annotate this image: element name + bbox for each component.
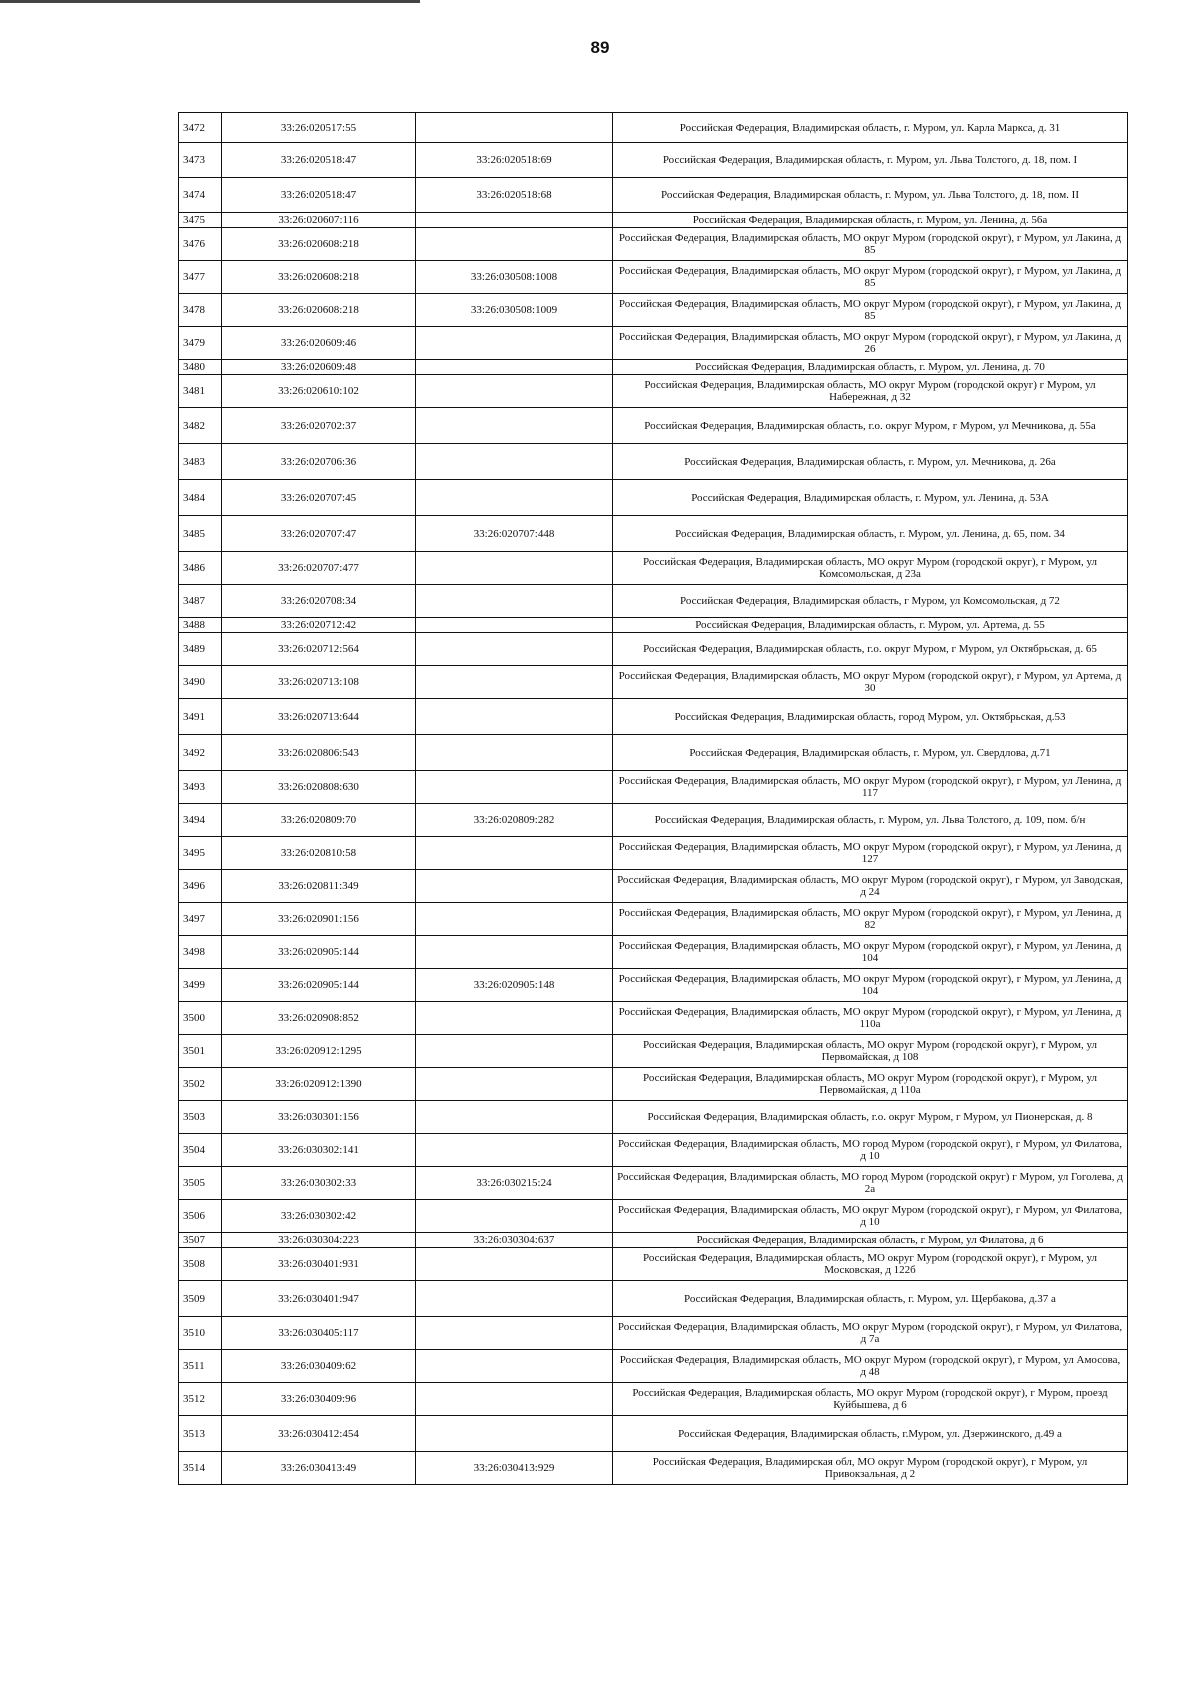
address-cell: Российская Федерация, Владимирская область, МО округ Муром (городской округ), г Муром, ул Артема, д 30 <box>613 666 1128 699</box>
cadastral-number-cell: 33:26:020808:630 <box>222 771 416 804</box>
related-cadastral-number-cell: 33:26:020518:69 <box>416 143 613 178</box>
cadastral-number-cell: 33:26:020713:644 <box>222 699 416 735</box>
related-cadastral-number-cell <box>416 837 613 870</box>
row-number-cell: 3474 <box>179 178 222 213</box>
table-row <box>179 1383 1128 1416</box>
row-number-cell: 3496 <box>179 870 222 903</box>
table-row <box>179 585 1128 618</box>
related-cadastral-number-cell <box>416 936 613 969</box>
address-cell: Российская Федерация, Владимирская область, город Муром, ул. Октябрьская, д.53 <box>613 699 1128 735</box>
address-cell: Российская Федерация, Владимирская область, г.о. округ Муром, г Муром, ул Мечникова, д. 55а <box>613 408 1128 444</box>
table-row <box>179 113 1128 143</box>
cadastral-number-cell: 33:26:020905:144 <box>222 969 416 1002</box>
address-cell: Российская Федерация, Владимирская область, г. Муром, ул. Мечникова, д. 26а <box>613 444 1128 480</box>
cadastral-number-cell: 33:26:020912:1390 <box>222 1068 416 1101</box>
address-cell: Российская Федерация, Владимирская область, г. Муром, ул. Артема, д. 55 <box>613 618 1128 633</box>
cadastral-number-cell: 33:26:030405:117 <box>222 1317 416 1350</box>
table-row <box>179 735 1128 771</box>
row-number-cell: 3489 <box>179 633 222 666</box>
related-cadastral-number-cell <box>416 1002 613 1035</box>
address-cell: Российская Федерация, Владимирская область, МО округ Муром (городской округ), г Муром, ул Лакина, д 26 <box>613 327 1128 360</box>
row-number-cell: 3476 <box>179 228 222 261</box>
table-row <box>179 213 1128 228</box>
related-cadastral-number-cell <box>416 1068 613 1101</box>
related-cadastral-number-cell <box>416 1248 613 1281</box>
address-cell: Российская Федерация, Владимирская область, г Муром, ул Комсомольская, д 72 <box>613 585 1128 618</box>
row-number-cell: 3494 <box>179 804 222 837</box>
registry-table <box>178 112 1128 1485</box>
cadastral-number-cell: 33:26:020810:58 <box>222 837 416 870</box>
cadastral-number-cell: 33:26:020707:45 <box>222 480 416 516</box>
cadastral-number-cell: 33:26:020610:102 <box>222 375 416 408</box>
row-number-cell: 3514 <box>179 1452 222 1485</box>
row-number-cell: 3483 <box>179 444 222 480</box>
address-cell: Российская Федерация, Владимирская область, МО город Муром (городской округ), г Муром, ул Филатова, д 10 <box>613 1134 1128 1167</box>
row-number-cell: 3487 <box>179 585 222 618</box>
address-cell: Российская Федерация, Владимирская область, МО округ Муром (городской округ), г Муром, ул Амосова, д 48 <box>613 1350 1128 1383</box>
related-cadastral-number-cell <box>416 327 613 360</box>
cadastral-number-cell: 33:26:030413:49 <box>222 1452 416 1485</box>
scan-edge-line <box>0 0 420 3</box>
related-cadastral-number-cell <box>416 771 613 804</box>
row-number-cell: 3511 <box>179 1350 222 1383</box>
table-row <box>179 552 1128 585</box>
row-number-cell: 3478 <box>179 294 222 327</box>
related-cadastral-number-cell <box>416 1035 613 1068</box>
table-row <box>179 1200 1128 1233</box>
related-cadastral-number-cell <box>416 666 613 699</box>
row-number-cell: 3475 <box>179 213 222 228</box>
address-cell: Российская Федерация, Владимирская область, МО округ Муром (городской округ), г Муром, ул Первомайская, д 110а <box>613 1068 1128 1101</box>
table-row <box>179 1281 1128 1317</box>
related-cadastral-number-cell <box>416 375 613 408</box>
row-number-cell: 3479 <box>179 327 222 360</box>
table-row <box>179 837 1128 870</box>
cadastral-number-cell: 33:26:020713:108 <box>222 666 416 699</box>
row-number-cell: 3497 <box>179 903 222 936</box>
related-cadastral-number-cell: 33:26:020905:148 <box>416 969 613 1002</box>
row-number-cell: 3472 <box>179 113 222 143</box>
cadastral-number-cell: 33:26:030401:931 <box>222 1248 416 1281</box>
row-number-cell: 3507 <box>179 1233 222 1248</box>
cadastral-number-cell: 33:26:020912:1295 <box>222 1035 416 1068</box>
cadastral-number-cell: 33:26:030301:156 <box>222 1101 416 1134</box>
related-cadastral-number-cell <box>416 633 613 666</box>
table-row <box>179 178 1128 213</box>
table-row <box>179 228 1128 261</box>
table-row <box>179 633 1128 666</box>
table-row <box>179 936 1128 969</box>
table-row <box>179 261 1128 294</box>
related-cadastral-number-cell: 33:26:030508:1009 <box>416 294 613 327</box>
row-number-cell: 3473 <box>179 143 222 178</box>
table-row <box>179 618 1128 633</box>
row-number-cell: 3490 <box>179 666 222 699</box>
address-cell: Российская Федерация, Владимирская область, МО округ Муром (городской округ), г Муром, ул Ленина, д 110а <box>613 1002 1128 1035</box>
related-cadastral-number-cell <box>416 618 613 633</box>
table-row <box>179 1350 1128 1383</box>
table-row <box>179 1233 1128 1248</box>
table-row <box>179 1248 1128 1281</box>
cadastral-number-cell: 33:26:020608:218 <box>222 261 416 294</box>
cadastral-number-cell: 33:26:020609:48 <box>222 360 416 375</box>
table-row <box>179 1002 1128 1035</box>
row-number-cell: 3498 <box>179 936 222 969</box>
cadastral-number-cell: 33:26:020908:852 <box>222 1002 416 1035</box>
table-row <box>179 516 1128 552</box>
table-row <box>179 666 1128 699</box>
cadastral-number-cell: 33:26:020518:47 <box>222 143 416 178</box>
cadastral-number-cell: 33:26:020811:349 <box>222 870 416 903</box>
cadastral-number-cell: 33:26:020809:70 <box>222 804 416 837</box>
row-number-cell: 3499 <box>179 969 222 1002</box>
cadastral-number-cell: 33:26:020607:116 <box>222 213 416 228</box>
table-row <box>179 327 1128 360</box>
related-cadastral-number-cell <box>416 1383 613 1416</box>
cadastral-number-cell: 33:26:020702:37 <box>222 408 416 444</box>
table-row <box>179 771 1128 804</box>
cadastral-number-cell: 33:26:030302:141 <box>222 1134 416 1167</box>
table-row <box>179 1134 1128 1167</box>
address-cell: Российская Федерация, Владимирская область, МО округ Муром (городской округ), г Муром, ул Ленина, д 117 <box>613 771 1128 804</box>
row-number-cell: 3504 <box>179 1134 222 1167</box>
related-cadastral-number-cell <box>416 408 613 444</box>
related-cadastral-number-cell <box>416 1200 613 1233</box>
address-cell: Российская Федерация, Владимирская область, МО округ Муром (городской округ), г Муром, ул Первомайская, д 108 <box>613 1035 1128 1068</box>
row-number-cell: 3501 <box>179 1035 222 1068</box>
cadastral-number-cell: 33:26:030409:62 <box>222 1350 416 1383</box>
address-cell: Российская Федерация, Владимирская область, МО округ Муром (городской округ), г Муром, ул Ленина, д 104 <box>613 969 1128 1002</box>
row-number-cell: 3485 <box>179 516 222 552</box>
table-row <box>179 375 1128 408</box>
row-number-cell: 3513 <box>179 1416 222 1452</box>
cadastral-number-cell: 33:26:020707:47 <box>222 516 416 552</box>
cadastral-number-cell: 33:26:030409:96 <box>222 1383 416 1416</box>
address-cell: Российская Федерация, Владимирская область, МО округ Муром (городской округ), г Муром, ул Ленина, д 82 <box>613 903 1128 936</box>
row-number-cell: 3480 <box>179 360 222 375</box>
row-number-cell: 3495 <box>179 837 222 870</box>
row-number-cell: 3508 <box>179 1248 222 1281</box>
cadastral-number-cell: 33:26:030401:947 <box>222 1281 416 1317</box>
row-number-cell: 3482 <box>179 408 222 444</box>
row-number-cell: 3481 <box>179 375 222 408</box>
related-cadastral-number-cell <box>416 480 613 516</box>
cadastral-number-cell: 33:26:020905:144 <box>222 936 416 969</box>
address-cell: Российская Федерация, Владимирская область, г. Муром, ул. Льва Толстого, д. 18, пом. I <box>613 143 1128 178</box>
related-cadastral-number-cell <box>416 1416 613 1452</box>
related-cadastral-number-cell <box>416 699 613 735</box>
table-row <box>179 1101 1128 1134</box>
address-cell: Российская Федерация, Владимирская область, г. Муром, ул. Льва Толстого, д. 109, пом. б/н <box>613 804 1128 837</box>
related-cadastral-number-cell: 33:26:030304:637 <box>416 1233 613 1248</box>
address-cell: Российская Федерация, Владимирская область, г. Муром, ул. Свердлова, д.71 <box>613 735 1128 771</box>
table-row <box>179 294 1128 327</box>
table-row <box>179 480 1128 516</box>
row-number-cell: 3503 <box>179 1101 222 1134</box>
related-cadastral-number-cell <box>416 552 613 585</box>
row-number-cell: 3509 <box>179 1281 222 1317</box>
table-row <box>179 1452 1128 1485</box>
cadastral-number-cell: 33:26:030302:42 <box>222 1200 416 1233</box>
row-number-cell: 3486 <box>179 552 222 585</box>
related-cadastral-number-cell <box>416 1281 613 1317</box>
related-cadastral-number-cell <box>416 360 613 375</box>
address-cell: Российская Федерация, Владимирская область, МО округ Муром (городской округ), г Муром, ул Лакина, д 85 <box>613 261 1128 294</box>
related-cadastral-number-cell: 33:26:030413:929 <box>416 1452 613 1485</box>
address-cell: Российская Федерация, Владимирская обл, МО округ Муром (городской округ), г Муром, ул Привокзальная, д 2 <box>613 1452 1128 1485</box>
related-cadastral-number-cell: 33:26:020809:282 <box>416 804 613 837</box>
table-row <box>179 143 1128 178</box>
address-cell: Российская Федерация, Владимирская область, г. Муром, ул. Щербакова, д.37 а <box>613 1281 1128 1317</box>
related-cadastral-number-cell <box>416 228 613 261</box>
row-number-cell: 3502 <box>179 1068 222 1101</box>
table-row <box>179 444 1128 480</box>
row-number-cell: 3506 <box>179 1200 222 1233</box>
address-cell: Российская Федерация, Владимирская область, МО округ Муром (городской округ), г Муром, ул Московская, д 122б <box>613 1248 1128 1281</box>
address-cell: Российская Федерация, Владимирская область, МО город Муром (городской округ) г Муром, ул Гоголева, д 2а <box>613 1167 1128 1200</box>
related-cadastral-number-cell <box>416 1317 613 1350</box>
row-number-cell: 3512 <box>179 1383 222 1416</box>
address-cell: Российская Федерация, Владимирская область, МО округ Муром (городской округ), г Муром, ул Комсомольская, д 23а <box>613 552 1128 585</box>
row-number-cell: 3493 <box>179 771 222 804</box>
cadastral-number-cell: 33:26:020518:47 <box>222 178 416 213</box>
table-row <box>179 804 1128 837</box>
address-cell: Российская Федерация, Владимирская область, г.Муром, ул. Дзержинского, д.49 а <box>613 1416 1128 1452</box>
table-row <box>179 903 1128 936</box>
related-cadastral-number-cell <box>416 585 613 618</box>
registry-table-body <box>179 113 1128 1485</box>
address-cell: Российская Федерация, Владимирская область, г. Муром, ул. Карла Маркса, д. 31 <box>613 113 1128 143</box>
related-cadastral-number-cell: 33:26:020707:448 <box>416 516 613 552</box>
table-row <box>179 1035 1128 1068</box>
cadastral-number-cell: 33:26:020712:564 <box>222 633 416 666</box>
address-cell: Российская Федерация, Владимирская область, МО округ Муром (городской округ), г Муром, ул Филатова, д 7а <box>613 1317 1128 1350</box>
address-cell: Российская Федерация, Владимирская область, МО округ Муром (городской округ), г Муром, ул Лакина, д 85 <box>613 294 1128 327</box>
table-row <box>179 360 1128 375</box>
table-row <box>179 1068 1128 1101</box>
address-cell: Российская Федерация, Владимирская область, г. Муром, ул. Ленина, д. 70 <box>613 360 1128 375</box>
related-cadastral-number-cell <box>416 870 613 903</box>
related-cadastral-number-cell <box>416 1134 613 1167</box>
address-cell: Российская Федерация, Владимирская область, МО округ Муром (городской округ), г Муром, проезд Куйбышева, д 6 <box>613 1383 1128 1416</box>
cadastral-number-cell: 33:26:020609:46 <box>222 327 416 360</box>
address-cell: Российская Федерация, Владимирская область, МО округ Муром (городской округ), г Муром, ул Ленина, д 127 <box>613 837 1128 870</box>
cadastral-number-cell: 33:26:020517:55 <box>222 113 416 143</box>
address-cell: Российская Федерация, Владимирская область, г.о. округ Муром, г Муром, ул Октябрьская, д. 65 <box>613 633 1128 666</box>
cadastral-number-cell: 33:26:020608:218 <box>222 294 416 327</box>
address-cell: Российская Федерация, Владимирская область, МО округ Муром (городской округ), г Муром, ул Лакина, д 85 <box>613 228 1128 261</box>
table-row <box>179 969 1128 1002</box>
related-cadastral-number-cell <box>416 213 613 228</box>
address-cell: Российская Федерация, Владимирская область, МО округ Муром (городской округ), г Муром, ул Филатова, д 10 <box>613 1200 1128 1233</box>
row-number-cell: 3491 <box>179 699 222 735</box>
address-cell: Российская Федерация, Владимирская область, г. Муром, ул. Ленина, д. 53А <box>613 480 1128 516</box>
address-cell: Российская Федерация, Владимирская область, г. Муром, ул. Ленина, д. 65, пом. 34 <box>613 516 1128 552</box>
table-row <box>179 1317 1128 1350</box>
related-cadastral-number-cell: 33:26:030215:24 <box>416 1167 613 1200</box>
address-cell: Российская Федерация, Владимирская область, г. Муром, ул. Ленина, д. 56а <box>613 213 1128 228</box>
row-number-cell: 3484 <box>179 480 222 516</box>
cadastral-number-cell: 33:26:030304:223 <box>222 1233 416 1248</box>
table-row <box>179 1416 1128 1452</box>
row-number-cell: 3510 <box>179 1317 222 1350</box>
cadastral-number-cell: 33:26:030412:454 <box>222 1416 416 1452</box>
row-number-cell: 3505 <box>179 1167 222 1200</box>
cadastral-number-cell: 33:26:020712:42 <box>222 618 416 633</box>
related-cadastral-number-cell: 33:26:030508:1008 <box>416 261 613 294</box>
row-number-cell: 3492 <box>179 735 222 771</box>
cadastral-number-cell: 33:26:020806:543 <box>222 735 416 771</box>
row-number-cell: 3500 <box>179 1002 222 1035</box>
table-row <box>179 699 1128 735</box>
address-cell: Российская Федерация, Владимирская область, г. Муром, ул. Льва Толстого, д. 18, пом. II <box>613 178 1128 213</box>
related-cadastral-number-cell <box>416 903 613 936</box>
address-cell: Российская Федерация, Владимирская область, г.о. округ Муром, г Муром, ул Пионерская, д. 8 <box>613 1101 1128 1134</box>
cadastral-number-cell: 33:26:020901:156 <box>222 903 416 936</box>
cadastral-number-cell: 33:26:030302:33 <box>222 1167 416 1200</box>
table-row <box>179 1167 1128 1200</box>
row-number-cell: 3488 <box>179 618 222 633</box>
page-number: 89 <box>590 38 610 57</box>
related-cadastral-number-cell <box>416 735 613 771</box>
related-cadastral-number-cell <box>416 444 613 480</box>
cadastral-number-cell: 33:26:020708:34 <box>222 585 416 618</box>
related-cadastral-number-cell: 33:26:020518:68 <box>416 178 613 213</box>
row-number-cell: 3477 <box>179 261 222 294</box>
related-cadastral-number-cell <box>416 113 613 143</box>
cadastral-number-cell: 33:26:020706:36 <box>222 444 416 480</box>
address-cell: Российская Федерация, Владимирская область, МО округ Муром (городской округ), г Муром, ул Заводская, д 24 <box>613 870 1128 903</box>
cadastral-number-cell: 33:26:020707:477 <box>222 552 416 585</box>
related-cadastral-number-cell <box>416 1101 613 1134</box>
table-row <box>179 870 1128 903</box>
address-cell: Российская Федерация, Владимирская область, МО округ Муром (городской округ), г Муром, ул Ленина, д 104 <box>613 936 1128 969</box>
cadastral-number-cell: 33:26:020608:218 <box>222 228 416 261</box>
table-row <box>179 408 1128 444</box>
related-cadastral-number-cell <box>416 1350 613 1383</box>
address-cell: Российская Федерация, Владимирская область, МО округ Муром (городской округ) г Муром, ул Набережная, д 32 <box>613 375 1128 408</box>
address-cell: Российская Федерация, Владимирская область, г Муром, ул Филатова, д 6 <box>613 1233 1128 1248</box>
